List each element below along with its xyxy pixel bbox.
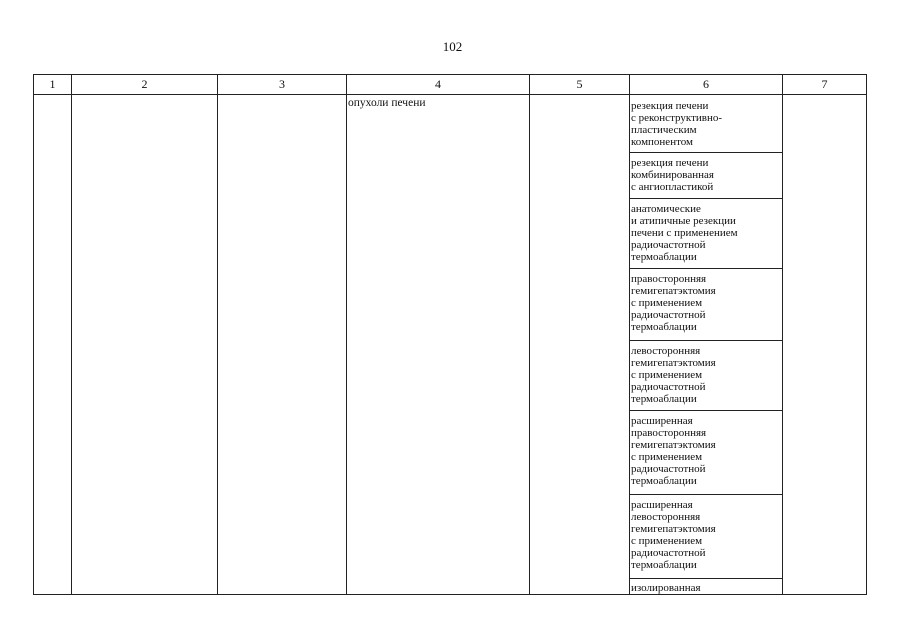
column-line-3 (346, 74, 347, 595)
procedure-item: резекция печени с реконструктивно- пластическим компонентом (631, 100, 723, 148)
diagnosis-text: опухоли печени (348, 97, 426, 109)
procedure-item: изолированная (631, 582, 701, 594)
procedure-item: правосторонняя гемигепатэктомия с применением радиочастотной термоаблации (631, 273, 716, 333)
procedure-divider-4 (629, 340, 783, 341)
column-line-1 (71, 74, 72, 595)
column-line-2 (217, 74, 218, 595)
column-header-3: 3 (279, 77, 285, 91)
procedure-item: левосторонняя гемигепатэктомия с применением радиочастотной термоаблации (631, 345, 716, 405)
page-number: 102 (442, 39, 463, 54)
column-header-2: 2 (141, 77, 148, 91)
procedure-item: расширенная правосторонняя гемигепатэктомия с применением радиочастотной термоаблации (631, 415, 716, 487)
column-header-6: 6 (703, 77, 709, 91)
procedure-item: анатомические и атипичные резекции печени с применением радиочастотной термоаблации (631, 203, 738, 263)
procedure-divider-6 (629, 494, 783, 495)
table-bottom-border (33, 594, 867, 595)
column-header-1: 1 (49, 77, 56, 91)
procedure-divider-3 (629, 268, 783, 269)
procedure-item: резекция печени комбинированная с ангиопластикой (631, 157, 714, 193)
procedure-divider-5 (629, 410, 783, 411)
column-header-5: 5 (576, 77, 583, 91)
table-header-divider (33, 94, 867, 95)
procedure-divider-1 (629, 152, 783, 153)
column-line-4 (529, 74, 530, 595)
procedure-item: расширенная левосторонняя гемигепатэктомия с применением радиочастотной термоаблации (631, 499, 716, 571)
procedure-divider-7 (629, 578, 783, 579)
column-header-4: 4 (435, 77, 441, 91)
column-header-7: 7 (821, 77, 828, 91)
column-line-0 (33, 74, 34, 595)
column-line-7 (866, 74, 867, 595)
procedure-divider-2 (629, 198, 783, 199)
